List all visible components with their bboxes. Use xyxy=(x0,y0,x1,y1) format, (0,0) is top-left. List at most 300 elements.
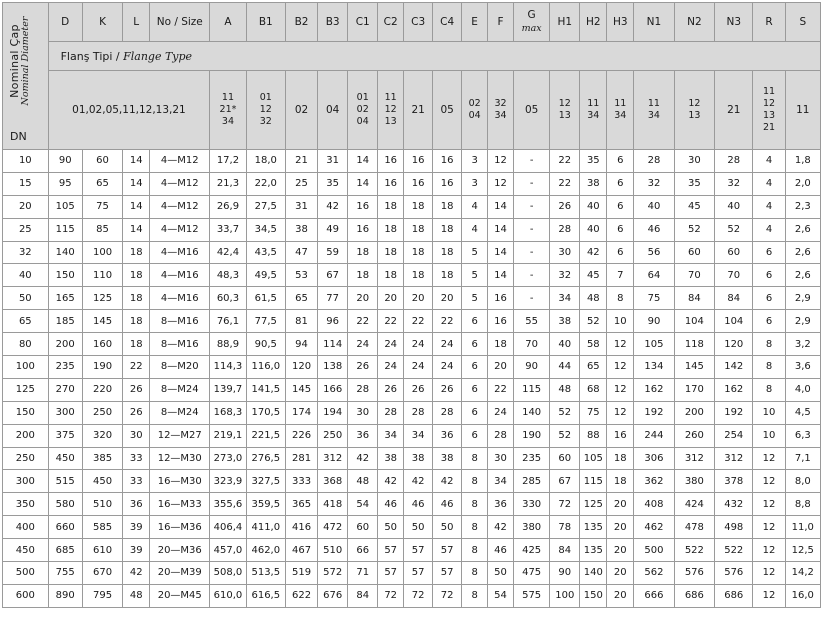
table-cell: - xyxy=(513,150,549,173)
table-cell: 12 xyxy=(488,150,514,173)
table-cell: 8 xyxy=(753,356,785,379)
table-cell: 77 xyxy=(318,287,348,310)
table-cell: 522 xyxy=(715,539,753,562)
table-cell: 61,5 xyxy=(246,287,285,310)
col-header-g-label: G xyxy=(527,9,536,21)
table-cell: 235 xyxy=(48,356,82,379)
flange-type-title: Flanş Tipi xyxy=(60,49,113,63)
table-cell: 142 xyxy=(715,356,753,379)
table-cell: 70 xyxy=(513,333,549,356)
nominal-title: Nominal Çap xyxy=(8,24,21,99)
table-cell: 18 xyxy=(488,333,514,356)
dn-cell: 500 xyxy=(3,562,49,585)
table-cell: 375 xyxy=(48,424,82,447)
col-header-n1: N1 xyxy=(634,3,674,42)
table-cell: 320 xyxy=(82,424,122,447)
table-cell: 14 xyxy=(123,218,150,241)
table-cell: 24 xyxy=(404,356,433,379)
dn-cell: 32 xyxy=(3,241,49,264)
table-cell: 45 xyxy=(674,195,714,218)
table-row xyxy=(3,356,821,379)
table-cell: 170,5 xyxy=(246,401,285,424)
table-cell: 616,5 xyxy=(246,584,285,607)
table-cell: 49,5 xyxy=(246,264,285,287)
table-cell: 100 xyxy=(82,241,122,264)
table-cell: 18 xyxy=(378,264,404,287)
table-cell: 115 xyxy=(580,470,607,493)
table-cell: 16 xyxy=(404,172,433,195)
table-cell: 4—M12 xyxy=(150,195,210,218)
table-cell: 76,1 xyxy=(210,310,246,333)
table-cell: 135 xyxy=(580,539,607,562)
table-cell: 380 xyxy=(513,516,549,539)
table-cell: 105 xyxy=(48,195,82,218)
table-cell: 170 xyxy=(674,378,714,401)
table-cell: 4 xyxy=(753,150,785,173)
table-cell: 141,5 xyxy=(246,378,285,401)
col-header-k: K xyxy=(82,3,122,42)
table-cell: 18 xyxy=(433,195,462,218)
table-cell: 306 xyxy=(634,447,674,470)
table-cell: 450 xyxy=(82,470,122,493)
table-cell: 610,0 xyxy=(210,584,246,607)
code-s: 11 xyxy=(785,71,820,150)
table-cell: 8,8 xyxy=(785,493,820,516)
table-cell: 66 xyxy=(348,539,378,562)
table-cell: 94 xyxy=(285,333,317,356)
table-cell: 48 xyxy=(123,584,150,607)
table-cell: 16—M30 xyxy=(150,470,210,493)
table-cell: 16—M36 xyxy=(150,516,210,539)
table-row xyxy=(3,241,821,264)
table-cell: 110 xyxy=(82,264,122,287)
table-cell: 26 xyxy=(348,356,378,379)
table-cell: 68 xyxy=(580,378,607,401)
table-cell: 312 xyxy=(674,447,714,470)
table-cell: 71 xyxy=(348,562,378,585)
table-cell: 28 xyxy=(378,401,404,424)
table-row xyxy=(3,264,821,287)
table-cell: 18 xyxy=(123,241,150,264)
table-cell: 14 xyxy=(348,172,378,195)
table-cell: 4 xyxy=(753,172,785,195)
table-cell: 6 xyxy=(753,287,785,310)
table-cell: 34 xyxy=(550,287,580,310)
table-cell: 90 xyxy=(634,310,674,333)
table-cell: 60 xyxy=(674,241,714,264)
table-cell: 16 xyxy=(433,150,462,173)
table-cell: 1,8 xyxy=(785,150,820,173)
table-cell: 190 xyxy=(513,424,549,447)
table-cell: 57 xyxy=(378,562,404,585)
code-c3: 21 xyxy=(404,71,433,150)
table-cell: 312 xyxy=(715,447,753,470)
table-cell: 38 xyxy=(433,447,462,470)
table-cell: 42 xyxy=(580,241,607,264)
code-r: 11 12 13 21 xyxy=(753,71,785,150)
table-cell: 686 xyxy=(674,584,714,607)
table-cell: 16 xyxy=(348,218,378,241)
table-cell: 26 xyxy=(378,378,404,401)
code-c1: 01 02 04 xyxy=(348,71,378,150)
table-cell: 8 xyxy=(462,493,488,516)
table-cell: 20 xyxy=(378,287,404,310)
table-cell: - xyxy=(513,264,549,287)
table-cell: 24 xyxy=(348,333,378,356)
table-cell: 16 xyxy=(378,172,404,195)
table-cell: 22,0 xyxy=(246,172,285,195)
table-cell: 42 xyxy=(348,447,378,470)
table-cell: 235 xyxy=(513,447,549,470)
table-cell: 36 xyxy=(488,493,514,516)
col-header-g-max: max xyxy=(521,23,542,34)
table-cell: 56 xyxy=(634,241,674,264)
dn-cell: 400 xyxy=(3,516,49,539)
table-cell: 5 xyxy=(462,287,488,310)
table-cell: 105 xyxy=(580,447,607,470)
table-cell: 18 xyxy=(404,195,433,218)
table-cell: 425 xyxy=(513,539,549,562)
col-header-b3: B3 xyxy=(318,3,348,42)
table-cell: 10 xyxy=(607,310,634,333)
table-cell: 14 xyxy=(488,218,514,241)
table-cell: 21,3 xyxy=(210,172,246,195)
table-cell: 30 xyxy=(348,401,378,424)
table-cell: 48,3 xyxy=(210,264,246,287)
code-b1: 01 12 32 xyxy=(246,71,285,150)
table-cell: 20 xyxy=(348,287,378,310)
table-cell: 52 xyxy=(715,218,753,241)
table-cell: 134 xyxy=(634,356,674,379)
table-cell: 60 xyxy=(348,516,378,539)
table-cell: 53 xyxy=(285,264,317,287)
table-cell: 32 xyxy=(715,172,753,195)
table-cell: 219,1 xyxy=(210,424,246,447)
table-cell: 10 xyxy=(753,401,785,424)
table-cell: 38 xyxy=(550,310,580,333)
table-cell: 52 xyxy=(580,310,607,333)
table-cell: 75 xyxy=(634,287,674,310)
table-cell: 457,0 xyxy=(210,539,246,562)
dn-cell: 300 xyxy=(3,470,49,493)
table-cell: 12 xyxy=(607,401,634,424)
table-cell: 572 xyxy=(318,562,348,585)
table-cell: 57 xyxy=(433,562,462,585)
table-cell: 140 xyxy=(580,562,607,585)
col-header-b1: B1 xyxy=(246,3,285,42)
table-cell: 16 xyxy=(433,172,462,195)
table-cell: 54 xyxy=(348,493,378,516)
table-cell: 12 xyxy=(753,584,785,607)
table-cell: 462,0 xyxy=(246,539,285,562)
table-cell: 50 xyxy=(404,516,433,539)
table-cell: 58 xyxy=(580,333,607,356)
flange-type-subtitle: Flange Type xyxy=(123,49,193,63)
table-cell: 22 xyxy=(550,150,580,173)
table-cell: 139,7 xyxy=(210,378,246,401)
table-cell: - xyxy=(513,218,549,241)
table-cell: 57 xyxy=(433,539,462,562)
table-cell: - xyxy=(513,287,549,310)
table-cell: 28 xyxy=(348,378,378,401)
col-header-h1: H1 xyxy=(550,3,580,42)
table-cell: 36 xyxy=(123,493,150,516)
table-cell: 64 xyxy=(634,264,674,287)
table-cell: 52 xyxy=(550,401,580,424)
table-row xyxy=(3,470,821,493)
table-cell: 114,3 xyxy=(210,356,246,379)
table-cell: 96 xyxy=(318,310,348,333)
dn-cell: 600 xyxy=(3,584,49,607)
table-row xyxy=(3,516,821,539)
table-cell: 2,6 xyxy=(785,218,820,241)
table-cell: 676 xyxy=(318,584,348,607)
table-cell: 22 xyxy=(433,310,462,333)
flange-dimension-table xyxy=(2,2,821,608)
table-cell: 192 xyxy=(634,401,674,424)
table-cell: 8 xyxy=(462,584,488,607)
table-cell: 115 xyxy=(513,378,549,401)
table-cell: 43,5 xyxy=(246,241,285,264)
table-cell: 16 xyxy=(488,287,514,310)
table-cell: 221,5 xyxy=(246,424,285,447)
col-header-h2: H2 xyxy=(580,3,607,42)
table-cell: 85 xyxy=(82,218,122,241)
table-cell: 6 xyxy=(607,150,634,173)
table-row xyxy=(3,493,821,516)
table-cell: 44 xyxy=(550,356,580,379)
table-cell: 35 xyxy=(674,172,714,195)
table-cell: 4,0 xyxy=(785,378,820,401)
table-cell: 25 xyxy=(285,172,317,195)
table-cell: 22 xyxy=(378,310,404,333)
table-cell: 18 xyxy=(433,241,462,264)
table-cell: 60,3 xyxy=(210,287,246,310)
dn-cell: 80 xyxy=(3,333,49,356)
table-cell: 90 xyxy=(48,150,82,173)
table-cell: 475 xyxy=(513,562,549,585)
table-cell: 12 xyxy=(753,516,785,539)
table-cell: 18,0 xyxy=(246,150,285,173)
dn-cell: 200 xyxy=(3,424,49,447)
table-cell: 40 xyxy=(580,195,607,218)
table-row xyxy=(3,287,821,310)
table-cell: 585 xyxy=(82,516,122,539)
table-cell: 20 xyxy=(488,356,514,379)
table-cell: 84 xyxy=(715,287,753,310)
table-cell: 220 xyxy=(82,378,122,401)
table-cell: 118 xyxy=(674,333,714,356)
table-cell: 81 xyxy=(285,310,317,333)
table-cell: 115 xyxy=(48,218,82,241)
table-cell: 6 xyxy=(607,218,634,241)
dn-cell: 65 xyxy=(3,310,49,333)
table-cell: 478 xyxy=(674,516,714,539)
table-cell: 42 xyxy=(378,470,404,493)
table-cell: 2,0 xyxy=(785,172,820,195)
table-cell: 24 xyxy=(378,333,404,356)
table-cell: 57 xyxy=(404,539,433,562)
table-cell: 125 xyxy=(580,493,607,516)
table-cell: 145 xyxy=(82,310,122,333)
table-cell: 285 xyxy=(513,470,549,493)
table-cell: 36 xyxy=(433,424,462,447)
table-cell: 18 xyxy=(123,333,150,356)
table-cell: 8—M24 xyxy=(150,378,210,401)
table-cell: 38 xyxy=(404,447,433,470)
table-cell: 20 xyxy=(607,493,634,516)
table-cell: 385 xyxy=(82,447,122,470)
table-cell: 24 xyxy=(488,401,514,424)
table-cell: 6 xyxy=(462,356,488,379)
table-cell: 47 xyxy=(285,241,317,264)
table-cell: 365 xyxy=(285,493,317,516)
table-cell: 416 xyxy=(285,516,317,539)
dn-cell: 40 xyxy=(3,264,49,287)
col-header-r: R xyxy=(753,3,785,42)
table-cell: 24 xyxy=(378,356,404,379)
col-header-h3: H3 xyxy=(607,3,634,42)
table-cell: 39 xyxy=(123,516,150,539)
table-cell: 33 xyxy=(123,447,150,470)
table-cell: 138 xyxy=(318,356,348,379)
flange-type-separator: / xyxy=(112,49,124,63)
table-cell: 408 xyxy=(634,493,674,516)
table-cell: 72 xyxy=(550,493,580,516)
table-cell: 8—M20 xyxy=(150,356,210,379)
table-row xyxy=(3,310,821,333)
table-cell: 67 xyxy=(318,264,348,287)
dn-cell: 15 xyxy=(3,172,49,195)
table-cell: 50 xyxy=(488,562,514,585)
dn-cell: 10 xyxy=(3,150,49,173)
table-cell: 84 xyxy=(550,539,580,562)
table-cell: 162 xyxy=(634,378,674,401)
table-cell: 60 xyxy=(715,241,753,264)
table-cell: 323,9 xyxy=(210,470,246,493)
table-cell: 17,2 xyxy=(210,150,246,173)
table-cell: - xyxy=(513,241,549,264)
table-row xyxy=(3,562,821,585)
table-cell: 77,5 xyxy=(246,310,285,333)
table-row xyxy=(3,447,821,470)
table-cell: 57 xyxy=(404,562,433,585)
col-header-c4: C4 xyxy=(433,3,462,42)
table-cell: 281 xyxy=(285,447,317,470)
table-cell: 22 xyxy=(404,310,433,333)
table-cell: 576 xyxy=(674,562,714,585)
table-cell: 24 xyxy=(433,333,462,356)
table-cell: 22 xyxy=(123,356,150,379)
table-cell: 194 xyxy=(318,401,348,424)
table-cell: 45 xyxy=(580,264,607,287)
table-row xyxy=(3,150,821,173)
table-cell: 411,0 xyxy=(246,516,285,539)
table-cell: 48 xyxy=(348,470,378,493)
table-cell: 59 xyxy=(318,241,348,264)
table-cell: 46 xyxy=(488,539,514,562)
table-cell: 42,4 xyxy=(210,241,246,264)
table-cell: 3 xyxy=(462,172,488,195)
table-cell: 38 xyxy=(580,172,607,195)
table-cell: 34 xyxy=(488,470,514,493)
table-cell: 18 xyxy=(404,241,433,264)
table-header xyxy=(3,3,821,150)
col-header-n2: N2 xyxy=(674,3,714,42)
table-cell: 16 xyxy=(607,424,634,447)
table-cell: 166 xyxy=(318,378,348,401)
table-cell: 88,9 xyxy=(210,333,246,356)
table-cell: 685 xyxy=(48,539,82,562)
table-cell: 26 xyxy=(404,378,433,401)
table-cell: 18 xyxy=(348,264,378,287)
header-row-flange-type xyxy=(3,42,821,71)
table-cell: 522 xyxy=(674,539,714,562)
table-cell: 467 xyxy=(285,539,317,562)
table-cell: 254 xyxy=(715,424,753,447)
table-cell: 18 xyxy=(123,264,150,287)
table-cell: 40 xyxy=(580,218,607,241)
table-cell: 70 xyxy=(715,264,753,287)
table-cell: 508,0 xyxy=(210,562,246,585)
table-cell: 6 xyxy=(753,310,785,333)
table-cell: 27,5 xyxy=(246,195,285,218)
table-cell: 46 xyxy=(404,493,433,516)
table-cell: 226 xyxy=(285,424,317,447)
table-cell: 20 xyxy=(607,516,634,539)
col-header-no-size: No / Size xyxy=(150,3,210,42)
dn-cell: 50 xyxy=(3,287,49,310)
table-cell: 513,5 xyxy=(246,562,285,585)
table-cell: 28 xyxy=(634,150,674,173)
dn-cell: 250 xyxy=(3,447,49,470)
nominal-diameter-header xyxy=(3,3,49,150)
table-cell: 22 xyxy=(488,378,514,401)
table-cell: 5 xyxy=(462,241,488,264)
table-cell: 28 xyxy=(550,218,580,241)
table-cell: 14 xyxy=(123,172,150,195)
table-cell: 6 xyxy=(753,264,785,287)
table-cell: 6 xyxy=(607,241,634,264)
table-cell: 515 xyxy=(48,470,82,493)
header-row-columns xyxy=(3,3,821,42)
code-h1: 12 13 xyxy=(550,71,580,150)
col-header-s: S xyxy=(785,3,820,42)
table-cell: 48 xyxy=(580,287,607,310)
table-cell: 84 xyxy=(348,584,378,607)
table-cell: 355,6 xyxy=(210,493,246,516)
table-cell: 42 xyxy=(123,562,150,585)
table-cell: 4,5 xyxy=(785,401,820,424)
table-cell: 8—M16 xyxy=(150,310,210,333)
table-cell: 88 xyxy=(580,424,607,447)
table-cell: 16 xyxy=(404,150,433,173)
table-cell: 12 xyxy=(753,562,785,585)
table-cell: 46 xyxy=(433,493,462,516)
table-cell: 244 xyxy=(634,424,674,447)
table-cell: 34 xyxy=(378,424,404,447)
table-cell: 16—M33 xyxy=(150,493,210,516)
table-cell: 12 xyxy=(753,470,785,493)
table-cell: 12 xyxy=(607,378,634,401)
table-cell: 40 xyxy=(634,195,674,218)
table-cell: 5 xyxy=(462,264,488,287)
code-h2: 11 34 xyxy=(580,71,607,150)
table-cell: 472 xyxy=(318,516,348,539)
table-cell: 22 xyxy=(348,310,378,333)
dn-label: DN xyxy=(10,130,27,143)
col-header-c2: C2 xyxy=(378,3,404,42)
